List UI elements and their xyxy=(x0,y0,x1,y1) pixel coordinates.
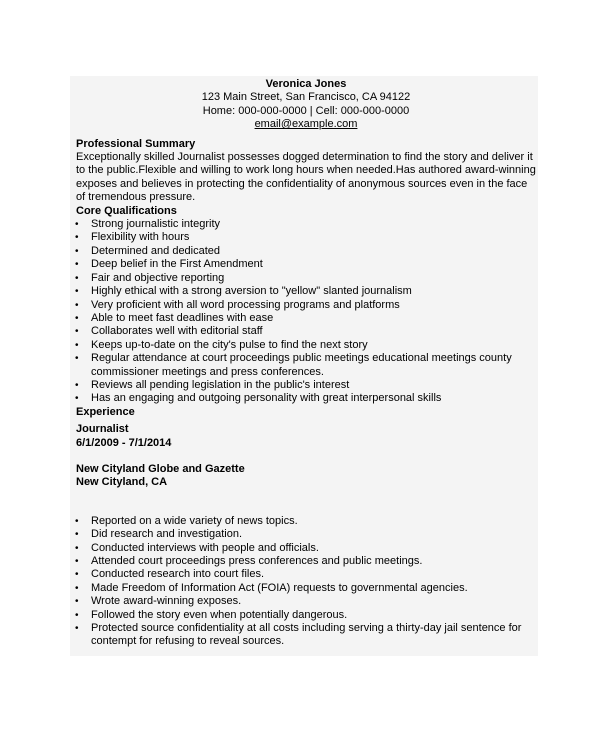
email-link[interactable]: email@example.com xyxy=(254,118,358,131)
list-item: • Flexibility with hours xyxy=(76,231,536,244)
list-item: • Followed the story even when potentially dangerous. xyxy=(76,609,536,622)
list-item: • Deep belief in the First Amendment xyxy=(76,258,536,271)
qualifications-heading: Core Qualifications xyxy=(76,204,177,217)
list-item: • Reviews all pending legislation in the public's interest xyxy=(76,379,536,392)
employer-name: New Cityland Globe and Gazette xyxy=(76,462,245,475)
list-item: • Conducted research into court files. xyxy=(76,568,536,581)
employer-location: New Cityland, CA xyxy=(76,476,168,489)
list-item: • Has an engaging and outgoing personality with great interpersonal skills xyxy=(76,392,536,405)
list-item: • Very proficient with all word processing programs and platforms xyxy=(76,299,536,312)
summary-text: Exceptionally skilled Journalist possesses dogged determination to find the story and deliver it to the public.Flexible and willing to work long hours when needed.Has authored award-winning exposes and believes in protecting the confidentiality of anonymous sources even in the face of tremendous pressure. xyxy=(76,151,536,204)
list-item: • Made Freedom of Information Act (FOIA) requests to governmental agencies. xyxy=(76,582,536,595)
spacer xyxy=(76,490,536,515)
list-item: • Reported on a wide variety of news topics. xyxy=(76,515,536,528)
list-item: • Able to meet fast deadlines with ease xyxy=(76,312,536,325)
list-item: • Highly ethical with a strong aversion to "yellow" slanted journalism xyxy=(76,285,536,298)
list-item: • Determined and dedicated xyxy=(76,245,536,258)
contact-header xyxy=(76,78,536,132)
resume-content xyxy=(76,76,536,649)
candidate-name: Veronica Jones xyxy=(265,78,347,90)
list-item: • Protected source confidentiality at all costs including serving a thirty-day jail sentence for contempt for refusing to reveal sources. xyxy=(76,622,536,649)
list-item: • Keeps up-to-date on the city's pulse to find the next story xyxy=(76,339,536,352)
list-item: • Regular attendance at court proceedings public meetings educational meetings county commissioner meetings and press conferences. xyxy=(76,352,536,379)
experience-heading: Experience xyxy=(76,405,135,418)
job-title: Journalist xyxy=(76,423,129,436)
list-item: • Did research and investigation. xyxy=(76,528,536,541)
list-item: • Strong journalistic integrity xyxy=(76,218,536,231)
phone-numbers: Home: 000-000-0000 | Cell: 000-000-0000 xyxy=(202,104,410,117)
list-item: • Conducted interviews with people and officials. xyxy=(76,542,536,555)
list-item: • Attended court proceedings press conferences and public meetings. xyxy=(76,555,536,568)
spacer xyxy=(76,450,536,463)
job-dates: 6/1/2009 - 7/1/2014 xyxy=(76,436,172,449)
list-item: • Fair and objective reporting xyxy=(76,272,536,285)
list-item: • Collaborates well with editorial staff xyxy=(76,325,536,338)
address: 123 Main Street, San Francisco, CA 94122 xyxy=(201,91,411,104)
duties-list xyxy=(76,515,536,649)
summary-heading: Professional Summary xyxy=(76,137,196,150)
list-item: • Wrote award-winning exposes. xyxy=(76,595,536,608)
qualifications-list xyxy=(76,218,536,406)
